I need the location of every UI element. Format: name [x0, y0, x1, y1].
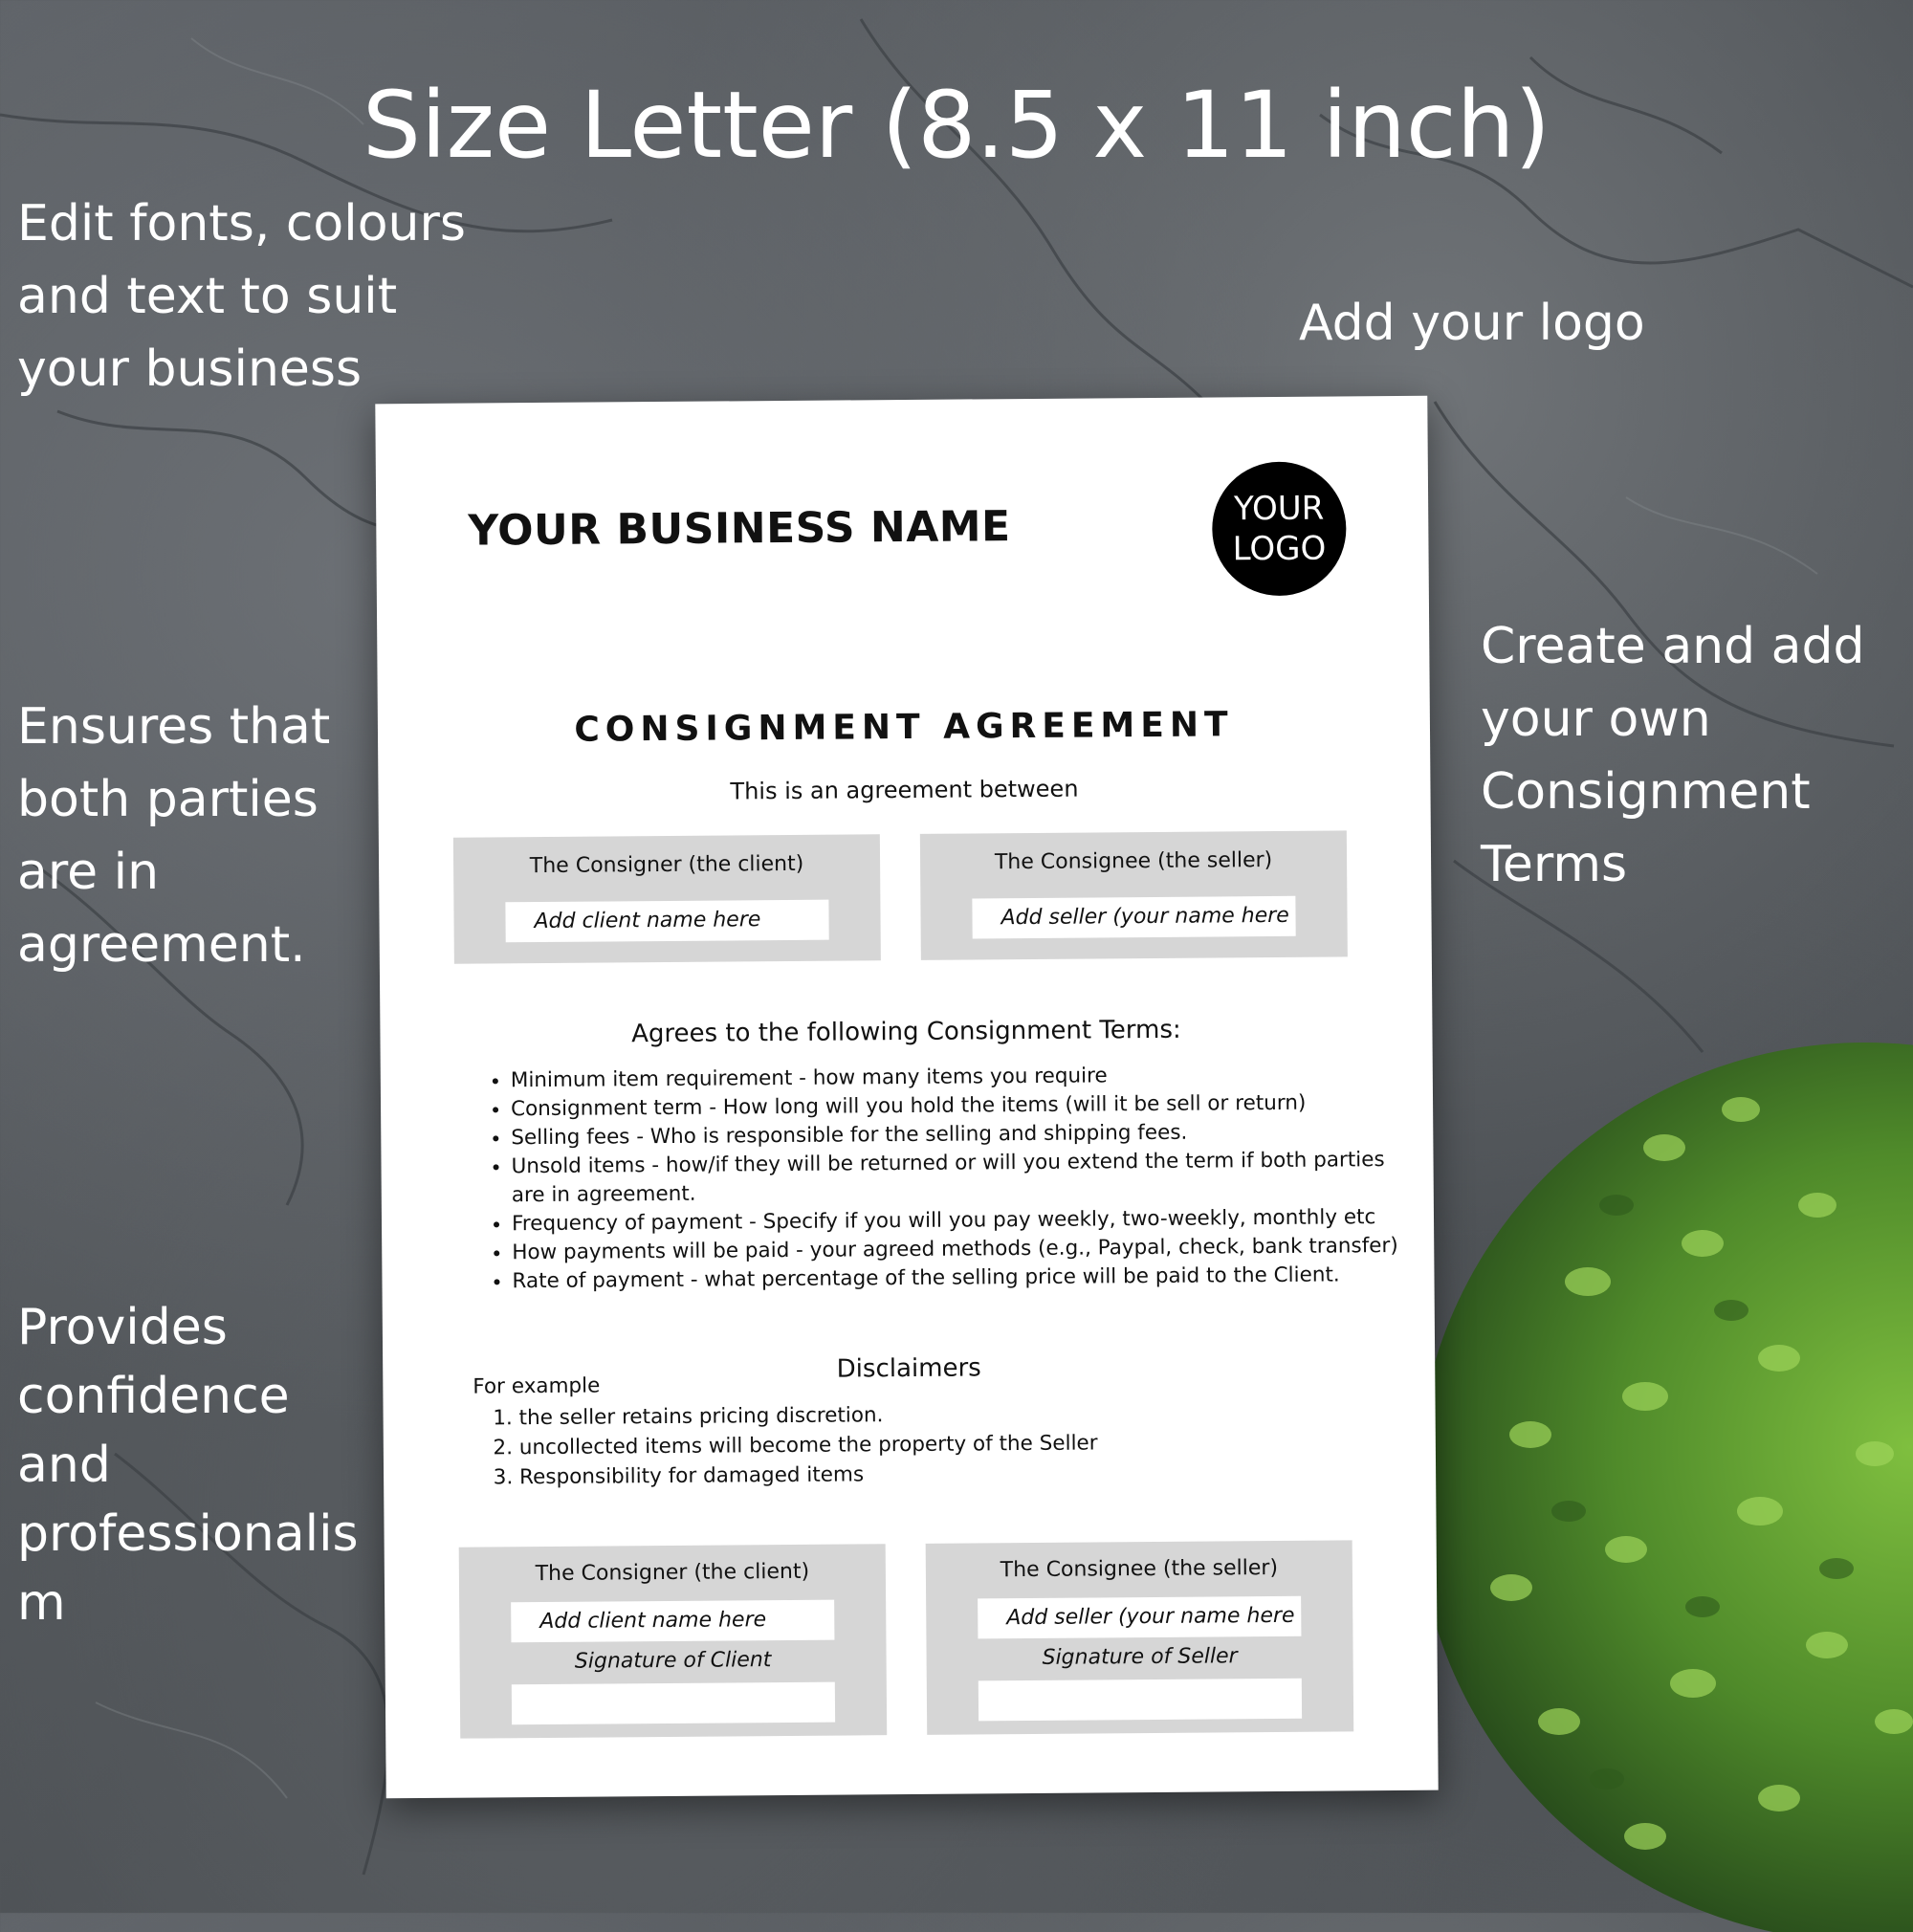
callout-ensures: Ensures that both parties are in agreement. — [17, 698, 331, 974]
consignee-signature-label: Signature of Seller — [1042, 1644, 1238, 1670]
consigner-signature-field[interactable] — [512, 1682, 835, 1725]
headline: Size Letter (8.5 x 11 inch) — [363, 72, 1550, 179]
consigner-name-field[interactable]: Add client name here — [505, 900, 828, 943]
consigner-signature-label: Signature of Client — [574, 1648, 772, 1674]
list-item: • Unsold items - how/if they will be returned or will you extend the term if both parties are in agreement. — [511, 1146, 1400, 1210]
list-item: • Selling fees - Who is responsible for the selling and shipping fees. — [511, 1117, 1400, 1153]
disclaimers-list — [491, 1398, 1098, 1492]
list-item: • Minimum item requirement - how many items you require — [511, 1060, 1400, 1095]
list-item: 1. the seller retains pricing discretion. — [519, 1398, 1098, 1433]
consignee-label: The Consignee (the seller) — [1000, 1555, 1279, 1583]
callout-create: Create and add your own Consignment Terms — [1481, 618, 1865, 893]
consigner-label: The Consigner (the client) — [529, 851, 804, 879]
terms-heading: Agrees to the following Consignment Terms: — [631, 1015, 1181, 1049]
logo-text-line2: LOGO — [1232, 529, 1327, 569]
callout-edit: Edit fonts, colours and text to suit your business — [17, 195, 466, 398]
list-item: • Rate of payment - what percentage of the selling price will be paid to the Client. — [512, 1261, 1401, 1296]
list-item: • Consignment term - How long will you hold the items (will it be sell or return) — [511, 1088, 1400, 1124]
consignee-box-top — [920, 830, 1348, 959]
consigner-box-top — [453, 834, 881, 963]
list-item: 3. Responsibility for damaged items — [519, 1458, 1098, 1492]
document-title: CONSIGNMENT AGREEMENT — [574, 705, 1234, 750]
consignee-name-field[interactable]: Add seller (your name here — [972, 896, 1295, 939]
consignee-signature-field[interactable] — [978, 1679, 1302, 1722]
callout-provides: Provides confidence and professionalis m — [17, 1299, 359, 1632]
logo-circle — [1212, 461, 1347, 596]
consignee-box-bottom — [926, 1540, 1354, 1734]
list-item: 2. uncollected items will become the property of the Seller — [519, 1428, 1098, 1462]
callout-logo: Add your logo — [1299, 295, 1645, 352]
business-name: YOUR BUSINESS NAME — [468, 502, 1011, 556]
consignee-label: The Consignee (the seller) — [994, 847, 1273, 875]
consigner-name-field[interactable]: Add client name here — [511, 1600, 834, 1643]
disclaimers-intro: For example — [473, 1373, 601, 1399]
plant-decoration — [1416, 995, 1913, 1932]
list-item: • How payments will be paid - your agreed methods (e.g., Paypal, check, bank transfer) — [512, 1232, 1401, 1267]
agreement-document — [375, 396, 1438, 1799]
terms-list — [476, 1060, 1402, 1297]
consigner-label: The Consigner (the client) — [535, 1559, 810, 1587]
logo-text-line1: YOUR — [1233, 489, 1325, 529]
disclaimers-heading: Disclaimers — [836, 1353, 981, 1384]
list-item: • Frequency of payment - Specify if you will you pay weekly, two-weekly, monthly etc — [512, 1203, 1401, 1239]
consignee-name-field[interactable]: Add seller (your name here — [978, 1596, 1301, 1639]
consigner-box-bottom — [459, 1544, 888, 1738]
intro-text: This is an agreement between — [730, 775, 1079, 805]
